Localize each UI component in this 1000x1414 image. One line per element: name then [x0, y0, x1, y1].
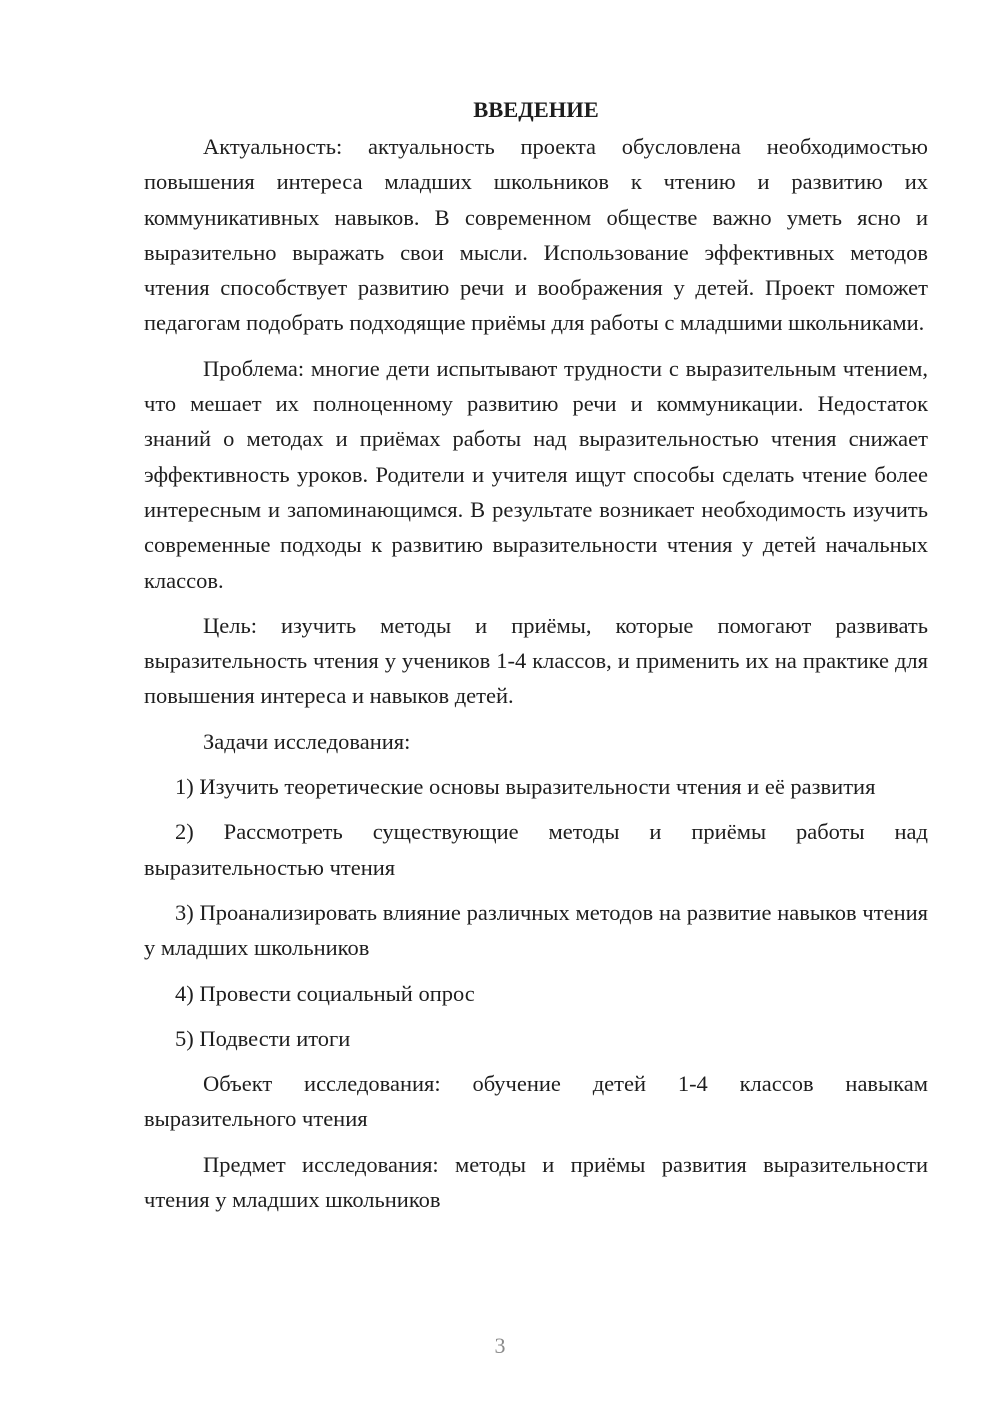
page-content	[144, 92, 928, 1227]
tasks-heading: Задачи исследования:	[203, 728, 411, 754]
task-item-3: 3) Проанализировать влияние различных методов на развитие навыков чтения у младших школьников	[144, 899, 928, 961]
page-number: 3	[494, 1333, 506, 1358]
task-item-2: 2) Рассмотреть существующие методы и приёмы работы над выразительностью чтения	[144, 819, 928, 880]
problem-paragraph: Проблема: многие дети испытывают трудности с выразительным чтением, что мешает их полноценному развитию речи и коммуникации. Недостаток знаний о методах и приёмах работы над выразительностью чтения снижает эффективность уроков. Родители и учителя ищут способы сделать чтение более интересным и запоминающимся. В результате возникает необходимость изучить современные подходы к развитию выразительности чтения у детей начальных классов.	[144, 355, 928, 593]
task-item-5: 5) Подвести итоги	[175, 1025, 351, 1051]
relevance-paragraph: Актуальность: актуальность проекта обусловлена необходимостью повышения интереса младших школьников к чтению и развитию их коммуникативных навыков. В современном обществе важно уметь ясно и выразительно выражать свои мысли. Использование эффективных методов чтения способствует развитию речи и воображения у детей. Проект поможет педагогам подобрать подходящие приёмы для работы с младшими школьниками.	[144, 134, 928, 336]
task-item-4: 4) Провести социальный опрос	[175, 980, 475, 1006]
research-subject: Предмет исследования: методы и приёмы развития выразительности чтения у младших школьников	[144, 1151, 928, 1213]
goal-paragraph: Цель: изучить методы и приёмы, которые помогают развивать выразительность чтения у учеников 1-4 классов, и применить их на практике для повышения интереса и навыков детей.	[144, 612, 928, 709]
task-item-1: 1) Изучить теоретические основы выразительности чтения и её развития	[175, 774, 876, 800]
section-title: ВВЕДЕНИЕ	[473, 97, 599, 122]
research-object: Объект исследования: обучение детей 1-4 классов навыкам выразительного чтения	[144, 1071, 928, 1132]
